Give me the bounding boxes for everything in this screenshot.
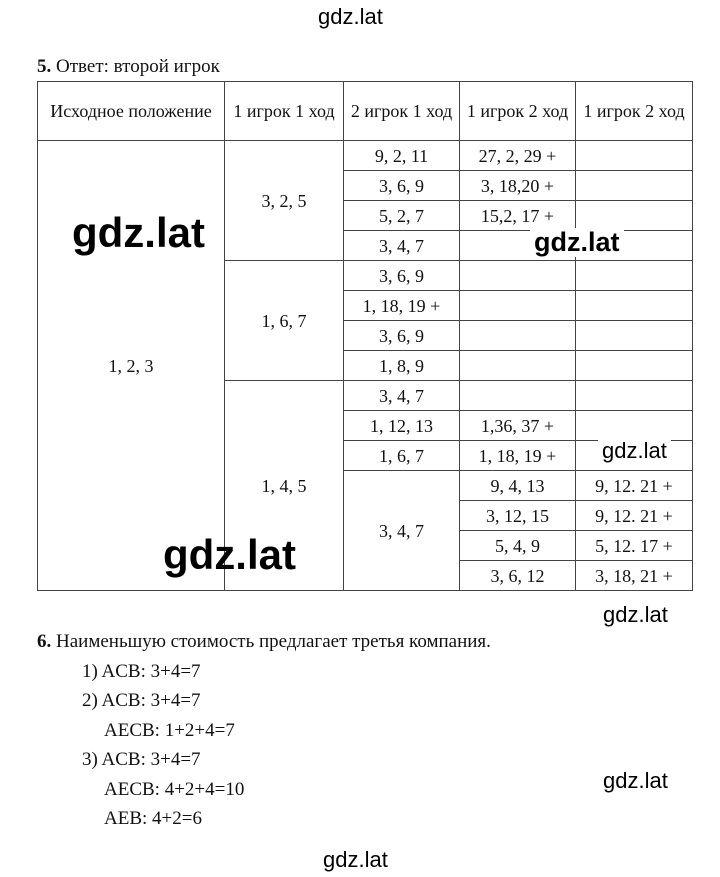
p1m2-cell	[460, 291, 576, 321]
watermark-table-right: gdz.lat	[530, 228, 624, 257]
p1m2-cell: 3, 6, 12	[460, 561, 576, 591]
watermark-below-table: gdz.lat	[603, 602, 668, 627]
p1m2b-cell	[576, 321, 693, 351]
p1m2b-cell	[576, 411, 693, 441]
task6-line: 3) ACB: 3+4=7	[82, 749, 201, 770]
p1m2-cell	[460, 261, 576, 291]
p2-merged-cell: 3, 4, 7	[344, 471, 460, 591]
task6-line: 2) ACB: 3+4=7	[82, 690, 201, 711]
p1m2-cell: 3, 18,20 +	[460, 171, 576, 201]
p2-cell: 3, 6, 9	[344, 321, 460, 351]
p1m2-cell: 9, 4, 13	[460, 471, 576, 501]
p1m2-cell: 1,36, 37 +	[460, 411, 576, 441]
header-player2-move1: 2 игрок 1 ход	[344, 82, 460, 141]
task6-line: AECB: 1+2+4=7	[104, 719, 235, 741]
p1m2-cell	[460, 351, 576, 381]
move1-cell: 1, 4, 5	[225, 381, 344, 591]
task6-block	[37, 627, 491, 834]
p2-cell: 9, 2, 11	[344, 141, 460, 171]
p2-cell: 3, 6, 9	[344, 171, 460, 201]
task5-answer: Ответ: второй игрок	[56, 56, 220, 77]
move1-cell: 1, 6, 7	[225, 261, 344, 381]
move1-cell: 3, 2, 5	[225, 141, 344, 261]
p2-cell: 1, 12, 13	[344, 411, 460, 441]
p1m2b-cell: 9, 12. 21 +	[576, 501, 693, 531]
task6-number: 6.	[37, 631, 52, 652]
p2-cell: 3, 4, 7	[344, 381, 460, 411]
p1m2b-cell	[576, 141, 693, 171]
p1m2b-cell	[576, 171, 693, 201]
p1m2b-cell	[576, 201, 693, 231]
p2-cell: 5, 2, 7	[344, 201, 460, 231]
p1m2-cell: 5, 4, 9	[460, 531, 576, 561]
p1m2b-cell: 5, 12. 17 +	[576, 531, 693, 561]
p1m2b-cell	[576, 381, 693, 411]
p1m2b-cell: 3, 18, 21 +	[576, 561, 693, 591]
watermark-bottom: gdz.lat	[323, 847, 388, 872]
p2-cell: 1, 6, 7	[344, 441, 460, 471]
p2-cell: 3, 4, 7	[344, 231, 460, 261]
p1m2-cell: 3, 12, 15	[460, 501, 576, 531]
p1m2-cell: 15,2, 17 +	[460, 201, 576, 231]
watermark-task6-right: gdz.lat	[603, 768, 668, 793]
p1m2b-cell	[576, 261, 693, 291]
p1m2-cell: 27, 2, 29 +	[460, 141, 576, 171]
header-player1-move2: 1 игрок 2 ход	[460, 82, 576, 141]
header-player1-move2-b: 1 игрок 2 ход	[576, 82, 693, 141]
watermark-table-mid-right: gdz.lat	[598, 439, 671, 463]
p2-cell: 3, 6, 9	[344, 261, 460, 291]
header-start-position: Исходное положение	[38, 82, 225, 141]
p1m2b-cell: 9, 12. 21 +	[576, 471, 693, 501]
task5-number: 5.	[37, 56, 52, 77]
game-tree-table	[37, 81, 693, 591]
p1m2-cell	[460, 381, 576, 411]
p1m2b-cell	[576, 351, 693, 381]
p1m2-cell	[460, 321, 576, 351]
p1m2-cell: 1, 18, 19 +	[460, 441, 576, 471]
start-position-cell: 1, 2, 3	[38, 141, 225, 591]
task6-line: AECB: 4+2+4=10	[104, 778, 245, 800]
table-header-row	[38, 82, 693, 141]
table-row	[38, 141, 693, 171]
task6-line: 1) ACB: 3+4=7	[82, 660, 201, 682]
p2-cell: 1, 18, 19 +	[344, 291, 460, 321]
task6-statement: Наименьшую стоимость предлагает третья компания.	[56, 631, 491, 652]
task6-line: AEB: 4+2=6	[104, 808, 202, 829]
watermark-table-left: gdz.lat	[72, 209, 205, 256]
p2-cell: 1, 8, 9	[344, 351, 460, 381]
watermark-table-bottom: gdz.lat	[163, 531, 296, 578]
task5-heading	[37, 56, 220, 78]
header-player1-move1: 1 игрок 1 ход	[225, 82, 344, 141]
p1m2b-cell	[576, 291, 693, 321]
task6-statement-line	[37, 627, 491, 657]
watermark-top: gdz.lat	[318, 4, 383, 29]
